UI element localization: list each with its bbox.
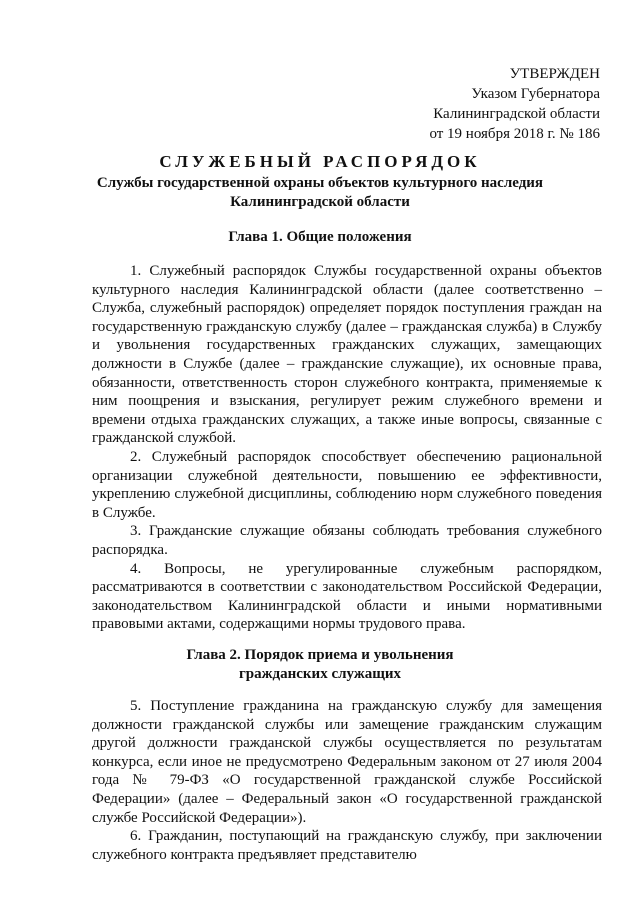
document-title: СЛУЖЕБНЫЙ РАСПОРЯДОК: [159, 152, 481, 171]
approval-line-3: Калининградской области: [433, 106, 600, 122]
paragraph-5: 5. Поступление гражданина на гражданскую службу для замещения должности гражданской службы или замещение гражданским служащим другой должности гражданской службы осуществляется по результатам конкурса, если иное не предусмотрено Федеральным законом от 27 июля 2004 года № 79-ФЗ «О государственной гражданской службе Российской Федерации» (далее – Федеральный закон «О государственной гражданской службе Российской Федерации»).: [92, 698, 602, 826]
paragraph-2: 2. Служебный распорядок способствует обеспечению рациональной организации служебной деятельности, повышению ее эффективности, укреплению служебной дисциплины, соблюдению норм служебного поведения в Службе.: [92, 448, 602, 521]
approval-line-2: Указом Губернатора: [471, 86, 600, 102]
approval-line-1: УТВЕРЖДЕН: [509, 66, 600, 82]
paragraph-4: 4. Вопросы, не урегулированные служебным распорядком, рассматриваются в соответствии с законодательством Российской Федерации, законодательством Калининградской области и иными нормативными правовыми актами, содержащими нормы трудового права.: [92, 560, 602, 633]
paragraph-1: 1. Служебный распорядок Службы государственной охраны объектов культурного наследия Калининградской области (далее соответственно – Служба, служебный распорядок) определяет порядок поступления граждан на государственную гражданскую службу (далее – гражданская служба) в Службу и увольнения государственных гражданских служащих, замещающих должности в Службе (далее – гражданские служащие), их основные права, обязанности, ответственность сторон служебного контракта, применяемые к ним поощрения и взыскания, регулирует режим служебного времени и времени отдыха гражданских служащих, а также иные вопросы, связанные с гражданской службой.: [92, 263, 602, 447]
chapter-1-body: [92, 262, 602, 634]
chapter-2-heading-line-1: Глава 2. Порядок приема и увольнения: [186, 647, 454, 663]
paragraph-6: 6. Гражданин, поступающий на гражданскую службу, при заключении служебного контракта предъявляет представителю: [92, 828, 602, 863]
chapter-1-heading: Глава 1. Общие положения: [228, 229, 412, 245]
subtitle-line-1: Службы государственной охраны объектов культурного наследия: [96, 175, 544, 191]
chapter-2-heading-line-2: гражданских служащих: [238, 666, 401, 682]
paragraph-3: 3. Гражданские служащие обязаны соблюдать требования служебного распорядка.: [92, 523, 602, 558]
chapter-2-body: [92, 697, 602, 864]
approval-block: [429, 64, 600, 144]
document-subtitle: [0, 174, 640, 212]
chapter-2-heading: [0, 646, 640, 684]
subtitle-line-2: Калининградской области: [230, 194, 410, 210]
approval-line-4: от 19 ноября 2018 г. № 186: [429, 126, 600, 142]
